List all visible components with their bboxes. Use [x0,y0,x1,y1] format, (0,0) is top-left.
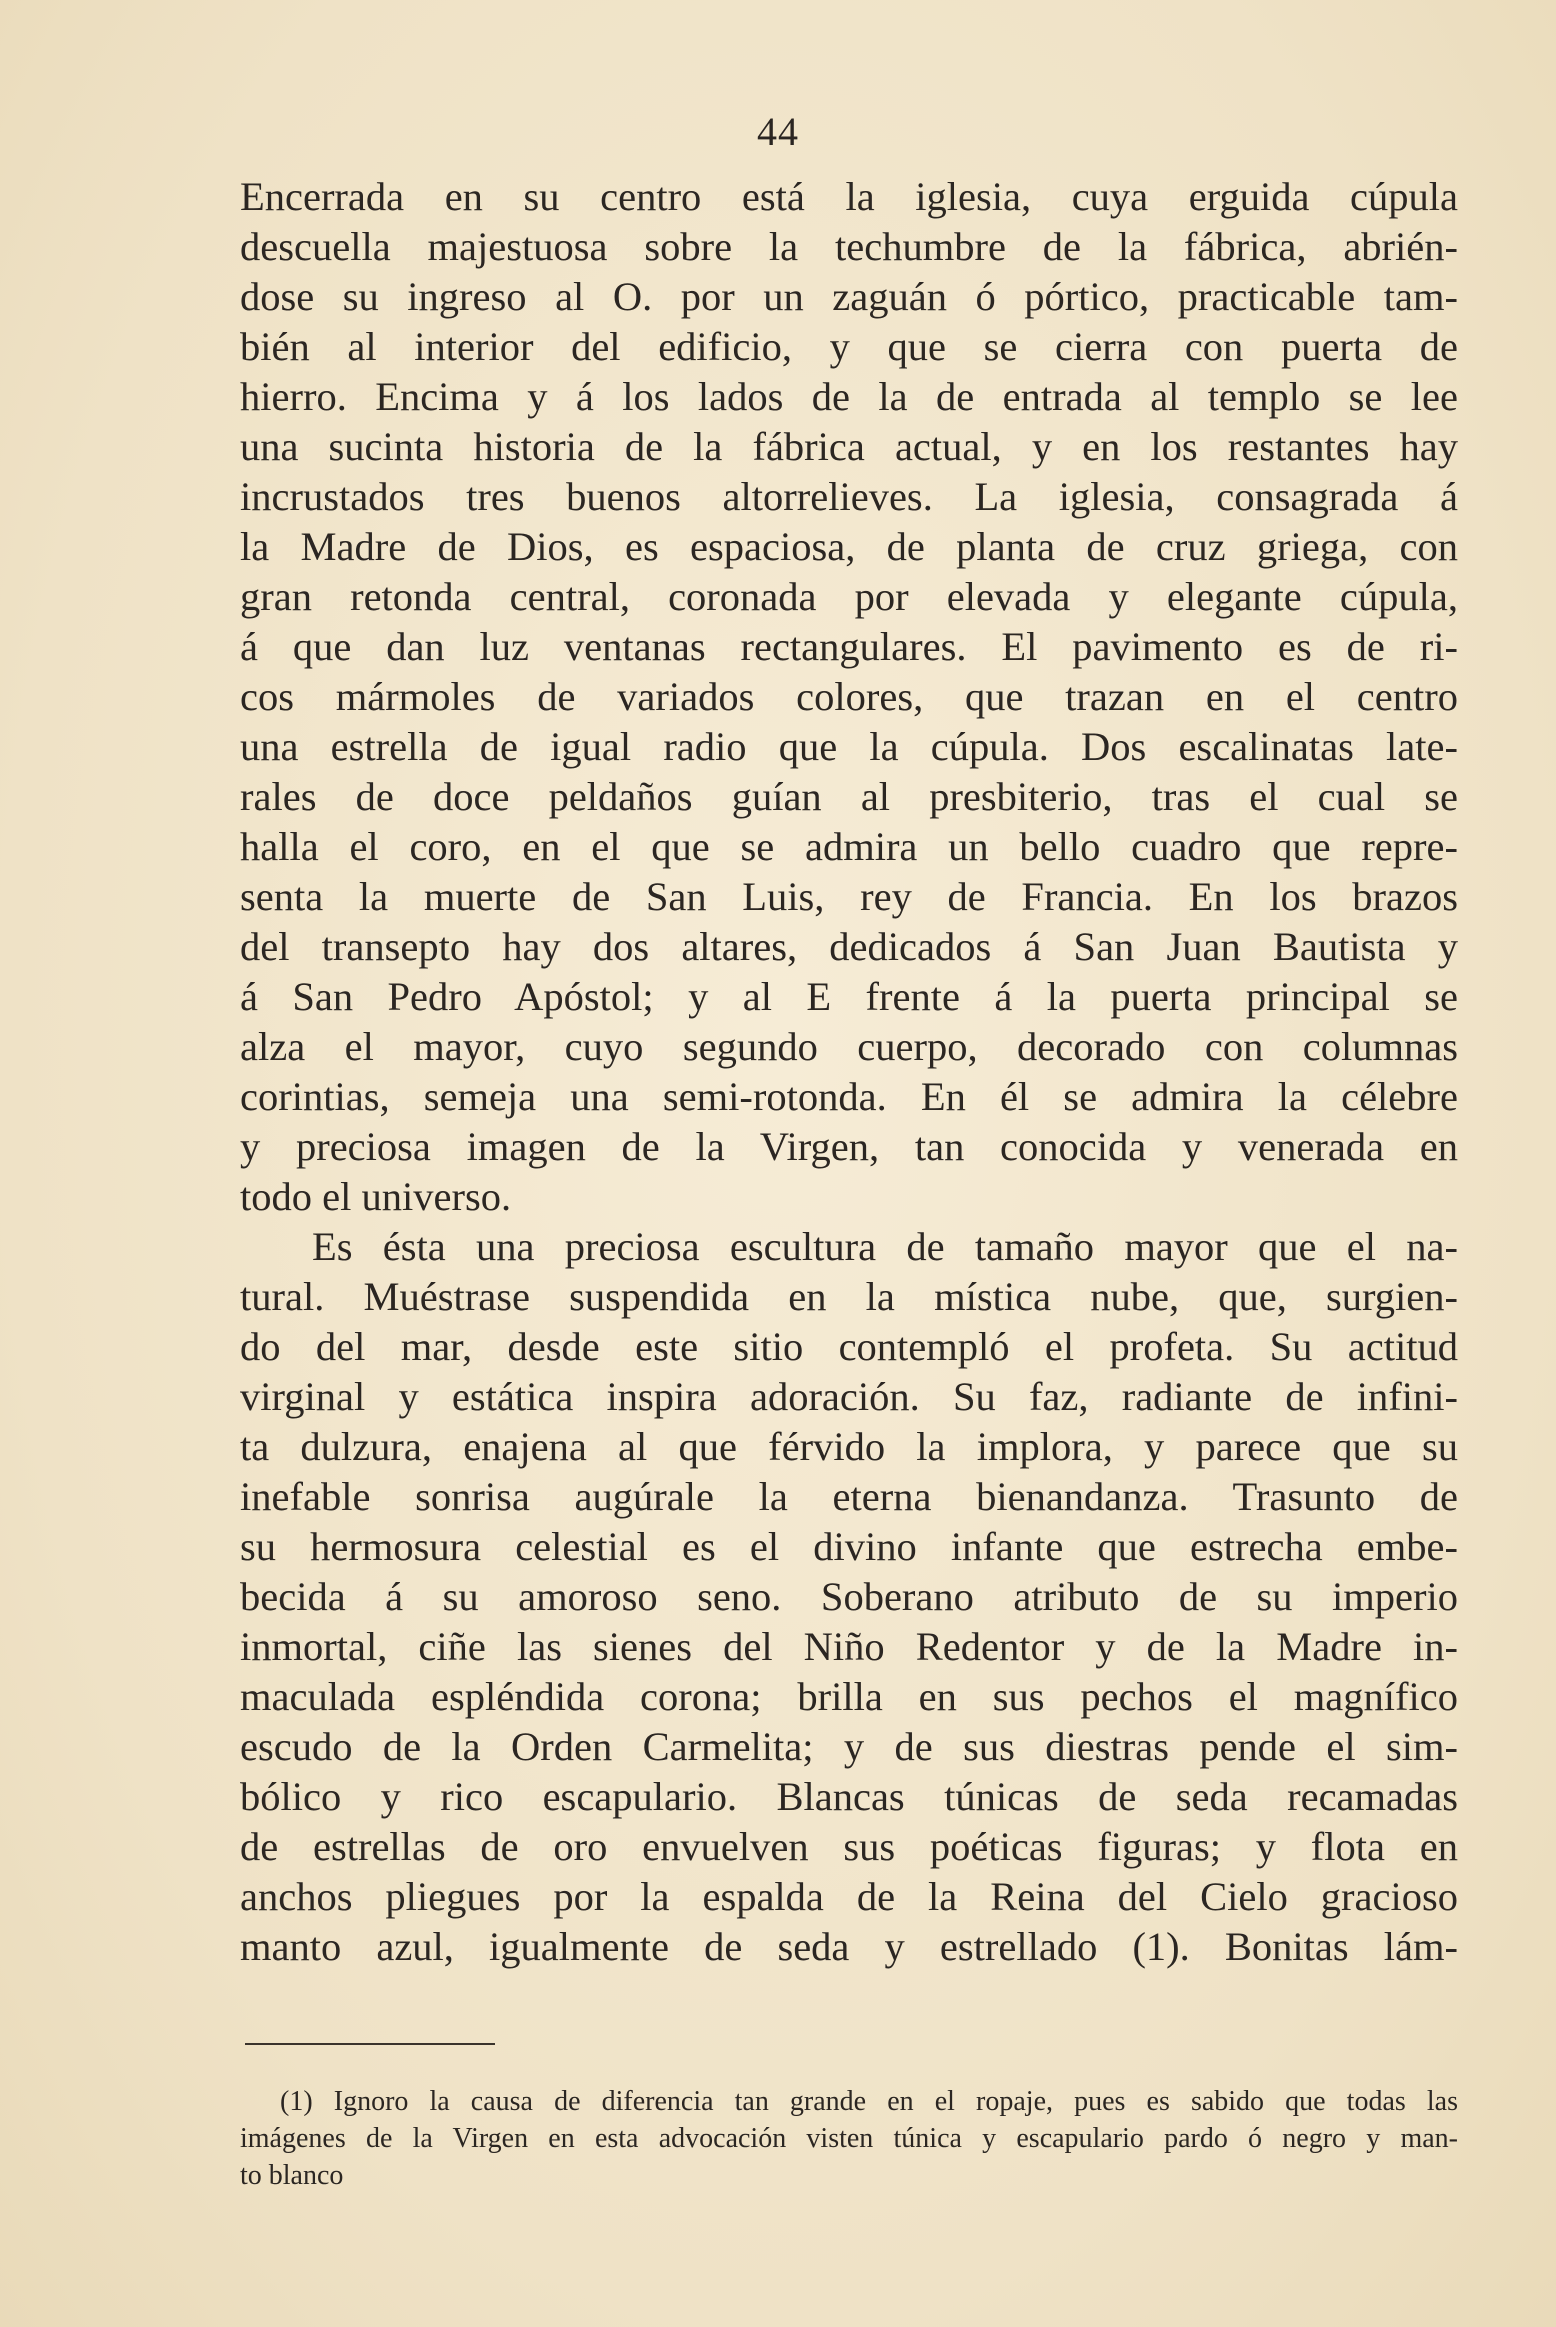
text-line: la Madre de Dios, es espaciosa, de planta de cruz griega, con [240,524,1458,569]
text-line: rales de doce peldaños guían al presbiterio, tras el cual se [240,774,1458,819]
text-line: hierro. Encima y á los lados de la de entrada al templo se lee [240,374,1458,419]
text-line: cos mármoles de variados colores, que trazan en el centro [240,674,1458,719]
footnote [240,2083,1458,2194]
text-line: corintias, semeja una semi-rotonda. En él se admira la célebre [240,1074,1458,1119]
text-line: bólico y rico escapulario. Blancas túnicas de seda recamadas [240,1774,1458,1819]
text-line: á que dan luz ventanas rectangulares. El pavimento es de ri- [240,624,1458,669]
text-line: y preciosa imagen de la Virgen, tan conocida y venerada en [240,1124,1458,1169]
footnote-line: to blanco [240,2160,344,2191]
text-line: gran retonda central, coronada por elevada y elegante cúpula, [240,574,1458,619]
text-line: inefable sonrisa augúrale la eterna bienandanza. Trasunto de [240,1474,1458,1519]
paragraph-end-line: todo el universo. [240,1174,512,1219]
text-line: dose su ingreso al O. por un zaguán ó pórtico, practicable tam- [240,274,1458,319]
text-line: Encerrada en su centro está la iglesia, cuya erguida cúpula [240,174,1458,219]
footnote-line: (1) Ignoro la causa de diferencia tan grande en el ropaje, pues es sabido que todas las [280,2086,1458,2117]
text-line: tural. Muéstrase suspendida en la mística nube, que, surgien- [240,1274,1458,1319]
text-line: á San Pedro Apóstol; y al E frente á la puerta principal se [240,974,1458,1019]
text-line: anchos pliegues por la espalda de la Reina del Cielo gracioso [240,1874,1458,1919]
text-line: una sucinta historia de la fábrica actual, y en los restantes hay [240,424,1458,469]
paragraph-start-line: Es ésta una preciosa escultura de tamaño mayor que el na- [312,1224,1458,1269]
footnote-line: imágenes de la Virgen en esta advocación visten túnica y escapulario pardo ó negro y man- [240,2123,1458,2154]
body-text [240,172,1458,1972]
footnote-divider [245,2043,495,2045]
text-line: de estrellas de oro envuelven sus poéticas figuras; y flota en [240,1824,1458,1869]
text-line: incrustados tres buenos altorrelieves. La iglesia, consagrada á [240,474,1458,519]
text-line: bién al interior del edificio, y que se cierra con puerta de [240,324,1458,369]
text-line: virginal y estática inspira adoración. Su faz, radiante de infini- [240,1374,1458,1419]
text-line: becida á su amoroso seno. Soberano atributo de su imperio [240,1574,1458,1619]
page-number: 44 [757,109,799,154]
text-line: escudo de la Orden Carmelita; y de sus diestras pende el sim- [240,1724,1458,1769]
text-line: do del mar, desde este sitio contempló el profeta. Su actitud [240,1324,1458,1369]
text-line: alza el mayor, cuyo segundo cuerpo, decorado con columnas [240,1024,1458,1069]
text-line: maculada espléndida corona; brilla en sus pechos el magnífico [240,1674,1458,1719]
text-line: ta dulzura, enajena al que férvido la implora, y parece que su [240,1424,1458,1469]
text-line: una estrella de igual radio que la cúpula. Dos escalinatas late- [240,724,1458,769]
text-line: del transepto hay dos altares, dedicados á San Juan Bautista y [240,924,1458,969]
text-line: senta la muerte de San Luis, rey de Francia. En los brazos [240,874,1458,919]
text-line: su hermosura celestial es el divino infante que estrecha embe- [240,1524,1458,1569]
text-line: descuella majestuosa sobre la techumbre de la fábrica, abrién- [240,224,1458,269]
text-line: halla el coro, en el que se admira un bello cuadro que repre- [240,824,1458,869]
text-line: manto azul, igualmente de seda y estrellado (1). Bonitas lám- [240,1924,1458,1969]
text-line: inmortal, ciñe las sienes del Niño Redentor y de la Madre in- [240,1624,1458,1669]
